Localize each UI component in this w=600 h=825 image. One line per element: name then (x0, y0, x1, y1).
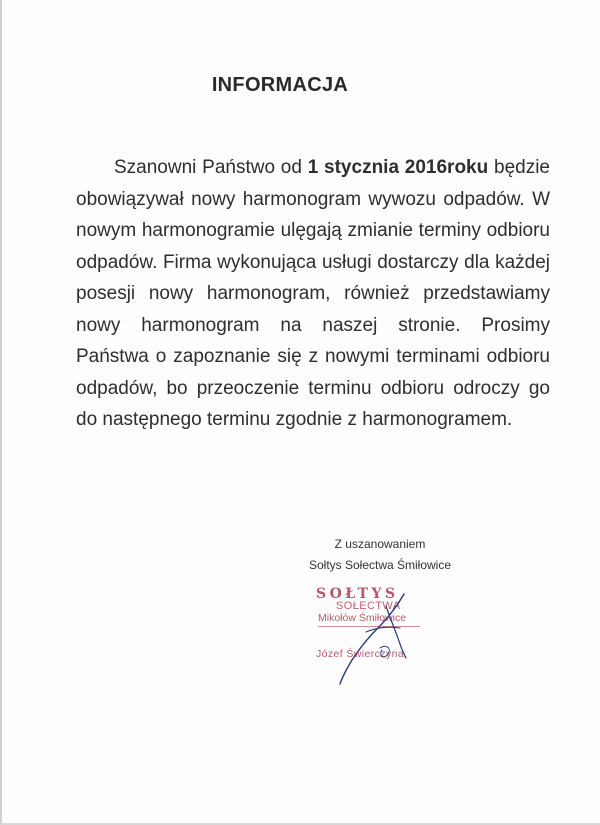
handwritten-signature (316, 588, 436, 688)
body-paragraph (76, 152, 550, 436)
stamp-line-name: Józef Świerczyna (316, 648, 405, 660)
closing-block (290, 534, 470, 576)
signature-stroke-loop (380, 646, 389, 657)
stamp-line-office: SOŁECTWA (336, 600, 401, 612)
signature-stroke-main (340, 594, 404, 684)
scan-edge-left (0, 0, 2, 825)
closing-greeting: Z uszanowaniem (334, 537, 426, 551)
stamp-line-place: Mikołów Śmiłowice (318, 612, 407, 624)
document-title: INFORMACJA (211, 74, 349, 96)
stamp-line-title: SOŁTYS (316, 586, 399, 602)
body-date: 1 stycznia 2016roku (307, 157, 489, 178)
signatory-role: Sołtys Sołectwa Śmiłowice (308, 558, 452, 572)
body-rest: będzie obowiązywał nowy harmonogram wywozu odpadów. W nowym harmonogramie ulęgają zmianie terminy odbioru odpadów. Firma wykonująca usługi dostarczy dla każdej posesji nowy harmonogram, również przedstawiamy nowy harmonogram na naszej stronie. Prosimy Państwa o zapoznanie się z nowymi terminami odbioru odpadów, bo przeoczenie terminu odbioru odroczy go do następnego terminu zgodnie z harmonogramem. (76, 157, 550, 430)
body-intro: Szanowni Państwo od (114, 157, 308, 178)
